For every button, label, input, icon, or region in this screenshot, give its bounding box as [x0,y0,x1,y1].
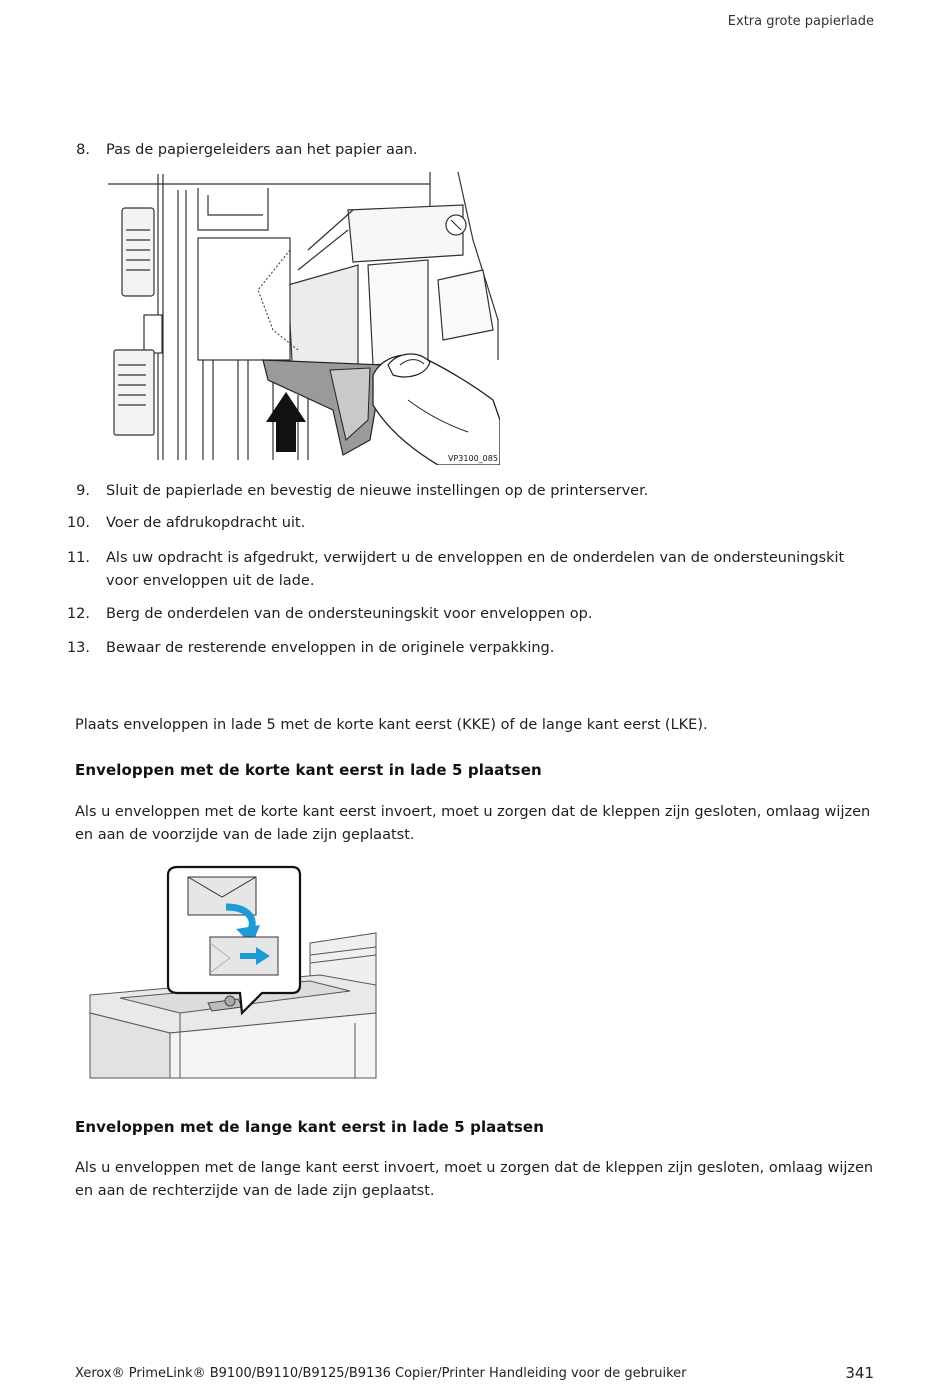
step-number: 10. [66,515,90,531]
step-number: 8. [76,142,90,158]
section-body-kke: Als u enveloppen met de korte kant eerst invoert, moet u zorgen dat de kleppen zijn gesloten, omlaag wijzen en aan de voorzijde van de lade zijn geplaatst. [75,804,871,843]
section-body-lke: Als u enveloppen met de lange kant eerst invoert, moet u zorgen dat de kleppen zijn gesloten, omlaag wijzen en aan de rechterzijde van de lade zijn geplaatst. [75,1160,874,1199]
step-number: 13. [66,640,90,656]
step-number: 11. [66,550,90,566]
step-text: Voer de afdrukopdracht uit. [106,515,306,531]
figure-code: VP3100_085 [448,454,498,463]
step-text: Bewaar de resterende enveloppen in de originele verpakking. [106,640,555,656]
step-text: Berg de onderdelen van de ondersteuningskit voor enveloppen op. [106,606,593,622]
section-heading-kke: Enveloppen met de korte kant eerst in lade 5 plaatsen [75,761,542,779]
running-header: Extra grote papierlade [727,14,874,29]
intro-paragraph: Plaats enveloppen in lade 5 met de korte kant eerst (KKE) of de lange kant eerst (LKE). [75,717,708,733]
step-text: Pas de papiergeleiders aan het papier aan. [106,142,418,158]
footer-product-title: Xerox® PrimeLink® B9100/B9110/B9125/B9136 Copier/Printer Handleiding voor de gebruiker [75,1366,687,1381]
step-number: 9. [76,483,90,499]
step-text: Als uw opdracht is afgedrukt, verwijdert u de enveloppen en de onderdelen van de ondersteuningskit voor enveloppen uit de lade. [106,550,845,589]
tray-guide-illustration [108,170,500,465]
section-heading-lke: Enveloppen met de lange kant eerst in lade 5 plaatsen [75,1118,544,1136]
tray5-envelope-illustration [80,863,378,1083]
step-text: Sluit de papierlade en bevestig de nieuwe instellingen op de printerserver. [106,483,649,499]
step-number: 12. [66,606,90,622]
page-number: 341 [845,1364,874,1382]
